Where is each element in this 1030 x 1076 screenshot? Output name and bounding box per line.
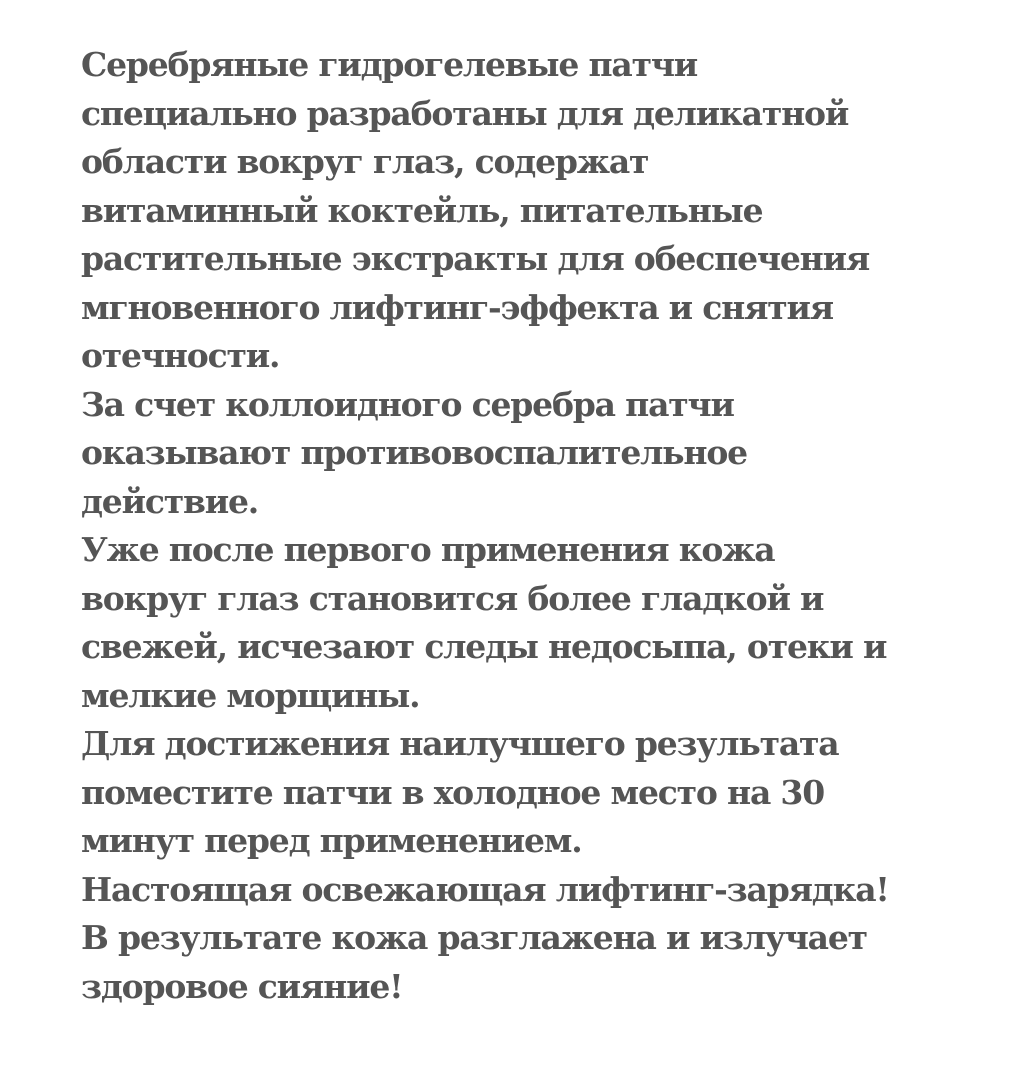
text-line: отечности. bbox=[81, 336, 280, 375]
text-line: специально разработаны для деликатной bbox=[81, 93, 849, 133]
text-line: Для достижения наилучшего результата bbox=[81, 724, 839, 763]
text-line: витаминный коктейль, питательные bbox=[81, 190, 763, 230]
text-line: минут перед применением. bbox=[81, 821, 582, 860]
text-line: За счет коллоидного серебра патчи bbox=[81, 384, 734, 424]
text-line: вокруг глаз становится более гладкой и bbox=[81, 578, 824, 618]
text-line: здоровое сияние! bbox=[81, 966, 403, 1006]
text-line: оказывают противовоспалительное bbox=[81, 433, 747, 472]
text-line: Настоящая освежающая лифтинг-зарядка! bbox=[81, 869, 889, 909]
text-line: действие. bbox=[81, 481, 259, 521]
text-line: мгновенного лифтинг-эффекта и снятия bbox=[81, 287, 833, 327]
text-line: В результате кожа разглажена и излучает bbox=[81, 918, 867, 957]
text-line: области вокруг глаз, содержат bbox=[81, 142, 649, 181]
text-line: мелкие морщины. bbox=[81, 675, 420, 715]
text-line: поместите патчи в холодное место на 30 bbox=[81, 772, 824, 812]
text-line: Уже после первого применения кожа bbox=[81, 530, 775, 569]
product-description bbox=[81, 41, 981, 1011]
text-line: растительные экстракты для обеспечения bbox=[81, 239, 870, 278]
text-line: свежей, исчезают следы недосыпа, отеки и bbox=[81, 627, 887, 666]
text-line: Серебряные гидрогелевые патчи bbox=[81, 45, 698, 84]
